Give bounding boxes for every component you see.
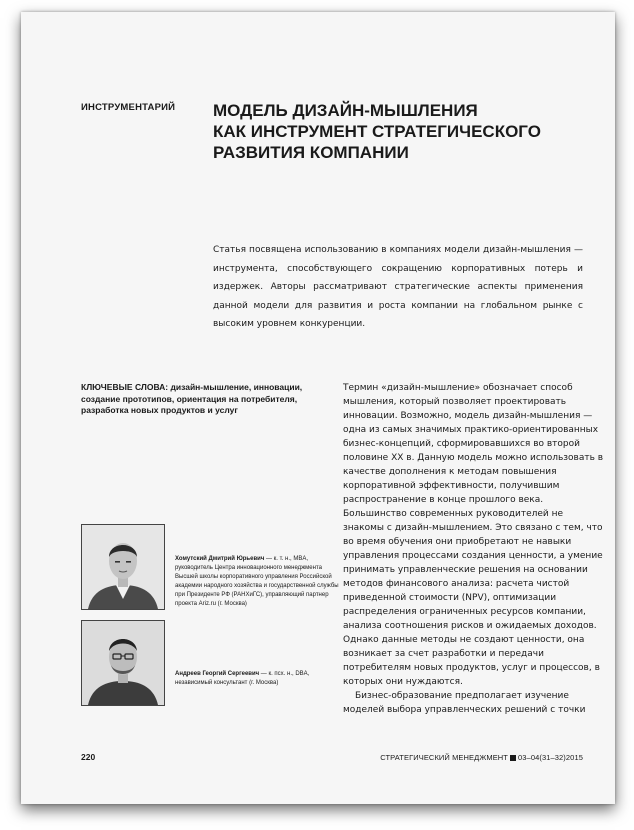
title-line: МОДЕЛЬ ДИЗАЙН-МЫШЛЕНИЯ <box>213 101 478 120</box>
portrait-image <box>82 621 164 705</box>
author-info <box>175 670 345 688</box>
journal-issue: 03–04(31–32)2015 <box>518 753 583 762</box>
author-details: — к. т. н., MBA, руководитель Центра инновационного менеджмента Высшей школы корпоративного управления Российской академии народного хозяйства и государственной службы при Президенте РФ (РАНХиГС), управляющий партнер проекта Ariz.ru (г. Москва) <box>175 556 339 607</box>
keywords: КЛЮЧЕВЫЕ СЛОВА: дизайн-мышление, инновации, создание прототипов, ориентация на потребителя, разработка новых продуктов и услуг <box>81 382 303 415</box>
page-footer <box>380 753 583 762</box>
portrait-image <box>82 525 164 609</box>
section-rubric: ИНСТРУМЕНТАРИЙ <box>81 102 176 113</box>
article-title <box>213 100 603 163</box>
author-photo <box>81 524 165 610</box>
journal-page <box>21 12 615 804</box>
page-number: 220 <box>81 752 96 762</box>
square-separator-icon <box>510 755 516 761</box>
article-abstract: Статья посвящена использованию в компаниях модели дизайн-мышления — инструмента, способствующего сокращению корпоративных потерь и издержек. Авторы рассматривают стратегические аспекты применения данной модели для развития и роста компании на глобальном рынке с высоким уровнем конкуренции. <box>213 245 583 329</box>
title-line: КАК ИНСТРУМЕНТ СТРАТЕГИЧЕСКОГО <box>213 122 541 141</box>
body-paragraph: Бизнес-образование предполагает изучение моделей выбора управленческих решений с точки <box>343 691 586 715</box>
title-line: РАЗВИТИЯ КОМПАНИИ <box>213 143 409 162</box>
journal-name: СТРАТЕГИЧЕСКИЙ МЕНЕДЖМЕНТ <box>380 753 508 762</box>
author-info <box>175 555 345 609</box>
author-photo <box>81 620 165 706</box>
author-name: Андреев Георгий Сергеевич <box>175 671 260 677</box>
author-details: — к. псх. н., DBA, независимый консультант (г. Москва) <box>175 671 310 686</box>
body-paragraph: Термин «дизайн-мышление» обозначает способ мышления, который позволяет проектировать инновации. Возможно, модель дизайн-мышления — одна из самых значимых практико-ориентированных бизнес-концепций, сформировавшихся во второй половине XX в. Данную модель можно использовать в качестве дополнения к методам повышения корпоративной эффективности, получившим распространение в конце прошлого века. Большинство современных руководителей не знакомы с дизайн-мышлением. Это связано с тем, что во время обучения они приобретают не навыки управления процессами создания ценности, а умение принимать управленческие решения на основании методов финансового анализа: расчета чистой приведенной стоимости (NPV), оптимизации распределения ограниченных ресурсов компании, анализа соотношения рисков и ожидаемых доходов. Однако данные методы не создают ценности, она возникает за счет разработки и передачи потребителям новых продуктов, услуг и процессов, в которых они нуждаются. <box>343 383 604 687</box>
author-name: Хомутский Дмитрий Юрьевич <box>175 556 265 562</box>
article-body <box>343 381 605 717</box>
